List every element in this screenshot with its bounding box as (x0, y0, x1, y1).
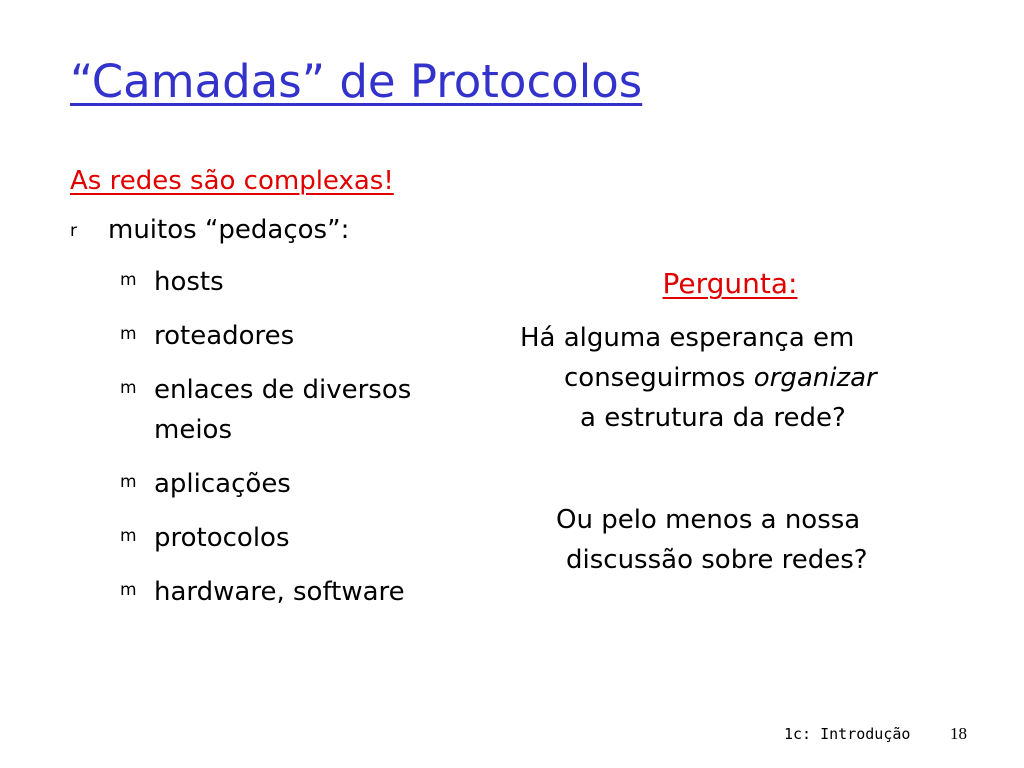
list-item (120, 316, 520, 356)
sub-bullet-marker-icon: m (120, 580, 137, 600)
question-line: a estrutura da rede? (580, 403, 846, 433)
list-item-text: protocolos (154, 523, 290, 553)
bullet-marker-icon: r (70, 220, 77, 241)
list-item-text: roteadores (154, 321, 295, 351)
sub-bullet-marker-icon: m (120, 270, 137, 290)
list-item-text: hardware, software (154, 577, 405, 607)
list-item-text: hosts (154, 267, 224, 297)
list-item (120, 464, 520, 504)
sub-bullet-marker-icon: m (120, 324, 137, 344)
question-paragraph-1 (520, 318, 940, 438)
question-line-text: conseguirmos (564, 363, 754, 393)
slide-subtitle: As redes são complexas! (70, 166, 394, 196)
slide-title: “Camadas” de Protocolos (70, 55, 643, 108)
footer-label: 1c: Introdução (784, 725, 911, 743)
sub-bullet-marker-icon: m (120, 472, 137, 492)
sub-bullet-marker-icon: m (120, 378, 137, 398)
list-item (120, 518, 520, 558)
question-title: Pergunta: (662, 267, 798, 300)
question-line: Há alguma esperança em (520, 323, 855, 353)
question-line: Ou pelo menos a nossa (556, 505, 861, 535)
list-item-text: enlaces de diversos meios (154, 375, 412, 445)
list-item (120, 262, 520, 302)
list-item (120, 572, 520, 612)
sub-bullet-marker-icon: m (120, 526, 137, 546)
question-line: discussão sobre redes? (566, 545, 868, 575)
page-number: 18 (950, 724, 967, 743)
emphasis-text: organizar (753, 363, 877, 393)
sub-bullet-list (120, 262, 520, 626)
list-item-text: aplicações (154, 469, 291, 499)
bullet-level1 (70, 212, 349, 248)
bullet-level1-text: muitos “pedaços”: (108, 215, 350, 245)
list-item (120, 370, 520, 450)
question-paragraph-2 (556, 500, 976, 580)
question-line (520, 358, 940, 398)
